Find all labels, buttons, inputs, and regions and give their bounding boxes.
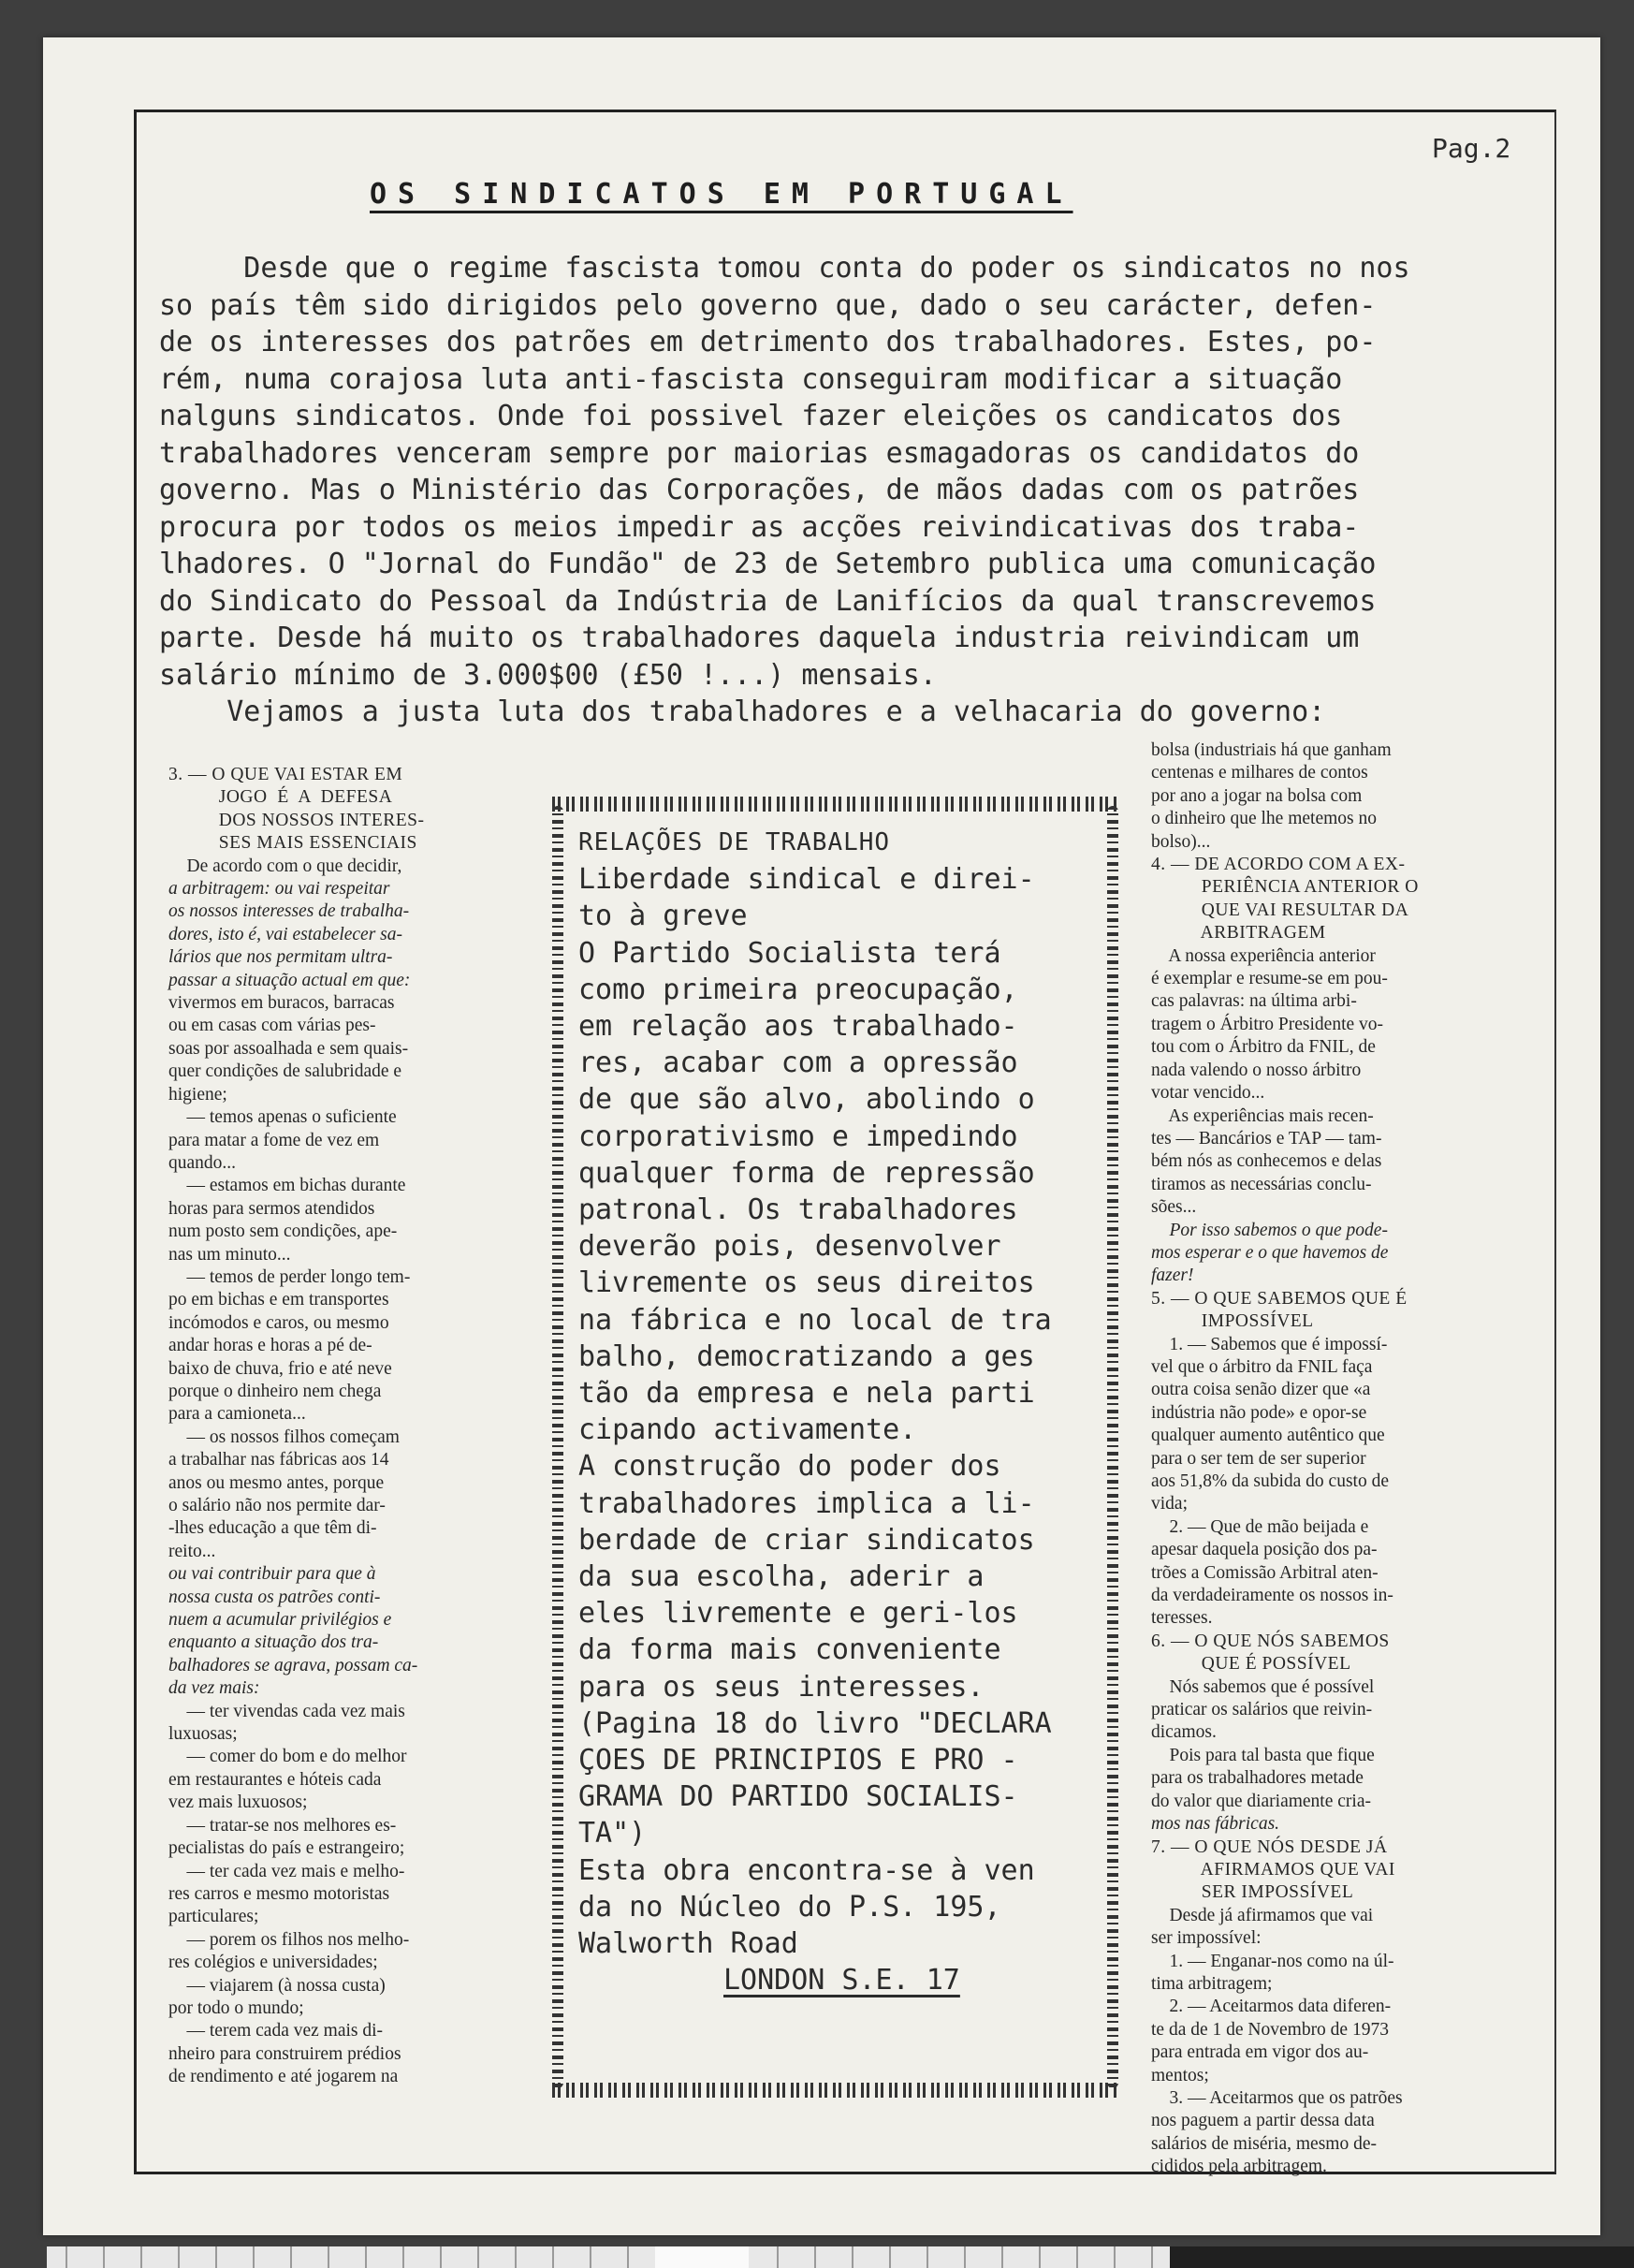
intro-line: parte. Desde há muito os trabalhadores daquela industria reivindicam um [159,622,1360,654]
text-line: nheiro para construirem prédios [168,2043,401,2064]
text-line: 6. — O QUE NÓS SABEMOS [1151,1631,1390,1651]
text-line: bolso)... [1151,831,1211,852]
text-line: aos 51,8% da subida do custo de [1151,1471,1389,1491]
text-line: teresses. [1151,1608,1213,1629]
text-line: para o ser tem de ser superior [1151,1448,1366,1469]
text-line: reito... [168,1541,216,1561]
box-content [578,825,1112,1999]
text-line: DOS NOSSOS INTERES- [168,810,425,830]
text-line: pecialistas do país e estrangeiro; [168,1838,405,1859]
text-line: os nossos interesses de trabalha- [168,901,410,922]
text-line: da verdadeiramente os nossos in- [1151,1586,1393,1606]
text-line: nos paguem a partir dessa data [1151,2111,1375,2131]
text-line: JOGO É A DEFESA [168,787,393,808]
text-line: ÇOES DE PRINCIPIOS E PRO - [578,1744,1018,1778]
text-line: mentos; [1151,2065,1209,2085]
text-line: nas um minuto... [168,1244,291,1265]
text-line: — estamos em bichas durante [168,1176,406,1196]
text-line: -lhes educação a que têm di- [168,1518,377,1539]
text-line: 7. — O QUE NÓS DESDE JÁ [1151,1836,1388,1857]
text-line: corporativismo e impedindo [578,1119,1018,1153]
text-line: A nossa experiência anterior [1151,945,1376,966]
text-line: deverão pois, desenvolver [578,1230,1001,1264]
intro-line: governo. Mas o Ministério das Corporações, de mãos dadas com os patrões [159,474,1360,506]
text-line: na fábrica e no local de tra [578,1303,1052,1337]
text-line: eles livremente e geri-los [578,1597,1018,1631]
text-line: res, acabar com a opressão [578,1046,1018,1080]
text-line: tou com o Árbitro da FNIL, de [1151,1037,1376,1058]
text-line: — os nossos filhos começam [168,1427,400,1447]
text-line: ser impossível: [1151,1928,1262,1949]
text-line: vel que o árbitro da FNIL faça [1151,1356,1373,1377]
text-line: — porem os filhos nos melho- [168,1929,410,1950]
text-line: num posto sem condições, ape- [168,1222,398,1242]
text-line: higiene; [168,1084,227,1105]
text-line: passar a situação actual em que: [168,970,411,990]
text-line: balhadores se agrava, possam ca- [168,1655,418,1675]
text-line: 3. — O QUE VAI ESTAR EM [168,765,403,784]
intro-line: salário mínimo de 3.000$00 (£50 !...) mensais. [159,658,937,692]
text-line: para os seus interesses. [578,1670,985,1704]
text-line: particulares; [168,1907,259,1927]
text-line: dores, isto é, vai estabelecer sa- [168,924,403,944]
text-line: 1. — Enganar-nos como na úl- [1151,1951,1394,1971]
text-line: qualquer aumento autêntico que [1151,1426,1385,1446]
box-border-left [552,806,563,2088]
intro-line: de os interesses dos patrões em detrimento dos trabalhadores. Estes, po- [159,326,1377,358]
intro-line: lhadores. O "Jornal do Fundão" de 23 de Setembro publica uma comunicação [159,548,1377,580]
text-line: por ano a jogar na bolsa com [1151,785,1363,806]
text-line: ou vai contribuir para que à [168,1564,376,1585]
text-line: Liberdade sindical e direi- [578,863,1035,897]
text-line: Nós sabemos que é possível [1151,1676,1375,1697]
text-line: GRAMA DO PARTIDO SOCIALIS- [578,1780,1018,1814]
text-line: Por isso sabemos o que pode- [1151,1220,1388,1240]
scan-ruler-dark-segment [1170,2246,1634,2268]
text-line: porque o dinheiro nem chega [168,1381,382,1401]
text-line: indústria não pode» e opor-se [1151,1402,1367,1423]
text-line: a trabalhar nas fábricas aos 14 [168,1450,389,1471]
text-line: 2. — Aceitarmos data diferen- [1151,1997,1392,2017]
text-line: — temos de perder longo tem- [168,1266,411,1287]
text-line: tão da empresa e nela parti [578,1377,1035,1411]
text-line: horas para sermos atendidos [168,1198,375,1219]
text-line: Walworth Road [578,1927,798,1961]
text-line: As experiências mais recen- [1151,1105,1374,1126]
intro-line: procura por todos os meios impedir as acções reivindicativas dos traba- [159,510,1360,544]
text-line: é exemplar e resume-se em pou- [1151,969,1388,989]
text-line: ARBITRAGEM [1151,923,1326,944]
text-line: salários de miséria, mesmo de- [1151,2133,1377,2154]
text-line: luxuosas; [168,1724,238,1745]
intro-line: trabalhadores venceram sempre por maiorias esmagadoras os candidatos do [159,436,1360,470]
text-line: Desde já afirmamos que vai [1151,1905,1374,1925]
text-line: lários que nos permitam ultra- [168,947,393,968]
text-line: quer condições de salubridade e [168,1061,402,1082]
text-line: tragem o Árbitro Presidente vo- [1151,1014,1384,1034]
text-line: o dinheiro que lhe metemos no [1151,809,1377,829]
text-line: — terem cada vez mais di- [168,2021,384,2041]
text-line: TA") [578,1817,647,1851]
text-line: — ter vivendas cada vez mais [168,1701,405,1721]
text-line: 3. — Aceitarmos que os patrões [1151,2087,1403,2108]
text-line: cipando activamente. [578,1413,917,1447]
text-line: do valor que diariamente cria- [1151,1791,1371,1811]
text-line: quando... [168,1152,237,1173]
text-line: da forma mais conveniente [578,1633,1001,1667]
text-line: vez mais luxuosos; [168,1792,308,1813]
text-line: livremente os seus direitos [578,1266,1035,1300]
text-line: para os trabalhadores metade [1151,1768,1364,1789]
intro-line: nalguns sindicatos. Onde foi possivel fazer eleições os candicatos dos [159,400,1343,432]
box-address: LONDON S.E. 17 [723,1964,960,1997]
text-line: 1. — Sabemos que é impossí- [1151,1334,1388,1354]
page-number: Pag.2 [1432,133,1511,164]
page-title: OS SINDICATOS EM PORTUGAL [370,178,1073,211]
text-line: tima arbitragem; [1151,1973,1273,1994]
text-line: SES MAIS ESSENCIAIS [168,833,417,854]
text-line: — ter cada vez mais e melho- [168,1861,405,1881]
box-heading: RELAÇÕES DE TRABALHO [578,828,891,856]
text-line: anos ou mesmo antes, porque [168,1472,385,1493]
text-line: trões a Comissão Arbitral aten- [1151,1562,1379,1583]
text-line: (Pagina 18 do livro "DECLARA [578,1706,1052,1740]
text-line: apesar daquela posição dos pa- [1151,1540,1378,1560]
text-line: nada valendo o nosso árbitro [1151,1060,1362,1080]
text-line: — temos apenas o suficiente [168,1107,397,1128]
text-line: de rendimento e até jogarem na [168,2067,399,2087]
text-line: incómodos e caros, ou mesmo [168,1312,389,1333]
text-line: tiramos as necessárias conclu- [1151,1174,1372,1194]
text-line: nossa custa os patrões conti- [168,1587,381,1607]
text-line: soas por assoalhada e sem quais- [168,1038,409,1059]
text-line: cas palavras: na última arbi- [1151,991,1357,1012]
intro-line: rém, numa corajosa luta anti-fascista conseguiram modificar a situação [159,362,1343,396]
text-line: — comer do bom e do melhor [168,1747,407,1767]
text-line: O Partido Socialista terá [578,936,1001,970]
text-line: outra coisa senão dizer que «a [1151,1380,1371,1400]
text-line: A construção do poder dos [578,1450,1001,1484]
text-line: em restaurantes e hóteis cada [168,1769,382,1790]
text-line: votar vencido... [1151,1083,1265,1104]
text-line: para a camioneta... [168,1404,306,1425]
text-line: para matar a fome de vez em [168,1130,380,1150]
text-line: te da de 1 de Novembro de 1973 [1151,2019,1389,2040]
text-line: cididos pela arbitragem. [1151,2157,1327,2177]
text-line: qualquer forma de repressão [578,1156,1035,1190]
text-line: res colégios e universidades; [168,1953,378,1973]
right-column [1151,739,1516,2179]
text-line: SER IMPOSSÍVEL [1151,1882,1354,1903]
text-line: bolsa (industriais há que ganham [1151,740,1392,760]
intro-line: do Sindicato do Pessoal da Indústria de Lanifícios da qual transcrevemos [159,584,1377,618]
text-line: vida; [1151,1494,1188,1514]
text-line: andar horas e horas a pé de- [168,1336,372,1356]
text-line: baixo de chuva, frio e até neve [168,1358,392,1379]
text-line: bém nós as conhecemos e delas [1151,1151,1382,1172]
text-line: po em bichas e em transportes [168,1290,389,1310]
text-line: vivermos em buracos, barracas [168,993,395,1014]
center-box [552,797,1118,2098]
left-column [168,764,543,2089]
intro-line: Desde que o regime fascista tomou conta do poder os sindicatos no nos [159,252,1410,285]
text-line: IMPOSSÍVEL [1151,1311,1314,1332]
text-line: ou em casas com várias pes- [168,1016,376,1036]
text-line: patronal. Os trabalhadores [578,1193,1018,1227]
text-line: mos nas fábricas. [1151,1814,1280,1835]
intro-paragraph [159,250,1497,731]
text-line: centenas e milhares de contos [1151,763,1368,783]
box-border-bottom [552,2083,1118,2098]
text-line: como primeira preocupação, [578,973,1018,1006]
text-line: da no Núcleo do P.S. 195, [578,1890,1001,1924]
box-text [578,861,1112,1962]
box-border-top [552,797,1118,812]
text-line: da vez mais: [168,1678,260,1699]
text-line: em relação aos trabalhado- [578,1010,1018,1044]
text-line: da sua escolha, aderir a [578,1560,985,1594]
scan-ruler-light-segment [655,2246,749,2268]
text-line: para entrada em vigor dos au- [1151,2042,1369,2063]
text-line: balho, democratizando a ges [578,1339,1035,1373]
text-line: Pois para tal basta que fique [1151,1745,1375,1765]
text-line: Esta obra encontra-se à ven [578,1853,1035,1887]
text-line: QUE VAI RESULTAR DA [1151,900,1409,920]
text-line: por todo o mundo; [168,1997,304,2018]
text-line: res carros e mesmo motoristas [168,1883,390,1904]
intro-line: so país têm sido dirigidos pelo governo que, dado o seu carácter, defen- [159,288,1377,322]
text-line: 5. — O QUE SABEMOS QUE É [1151,1288,1408,1309]
text-line: — viajarem (à nossa custa) [168,1975,386,1996]
text-line: — tratar-se nos melhores es- [168,1815,397,1836]
text-line: PERIÊNCIA ANTERIOR O [1151,877,1419,898]
text-line: 2. — Que de mão beijada e [1151,1516,1369,1537]
intro-line: Vejamos a justa luta dos trabalhadores e a velhacaria do governo: [159,695,1326,728]
text-line: mos esperar e o que havemos de [1151,1242,1389,1263]
text-line: a arbitragem: ou vai respeitar [168,879,390,900]
text-line: o salário não nos permite dar- [168,1496,386,1515]
text-line: 4. — DE ACORDO COM A EX- [1151,855,1406,875]
text-line: berdade de criar sindicatos [578,1523,1035,1557]
text-line: praticar os salários que reivin- [1151,1700,1373,1720]
text-line: De acordo com o que decidir, [168,856,402,876]
text-line: fazer! [1151,1266,1194,1286]
text-line: QUE É POSSÍVEL [1151,1654,1351,1675]
text-line: nuem a acumular privilégios e [168,1610,392,1631]
text-line: tes — Bancários e TAP — tam- [1151,1128,1382,1149]
text-line: trabalhadores implica a li- [578,1486,1035,1520]
text-line: AFIRMAMOS QUE VAI [1151,1859,1395,1880]
scan-ruler [47,2246,1170,2268]
text-line: dicamos. [1151,1722,1217,1743]
text-line: sões... [1151,1197,1197,1218]
text-line: enquanto a situação dos tra- [168,1632,379,1653]
text-line: to à greve [578,900,748,933]
text-line: de que são alvo, abolindo o [578,1083,1035,1117]
